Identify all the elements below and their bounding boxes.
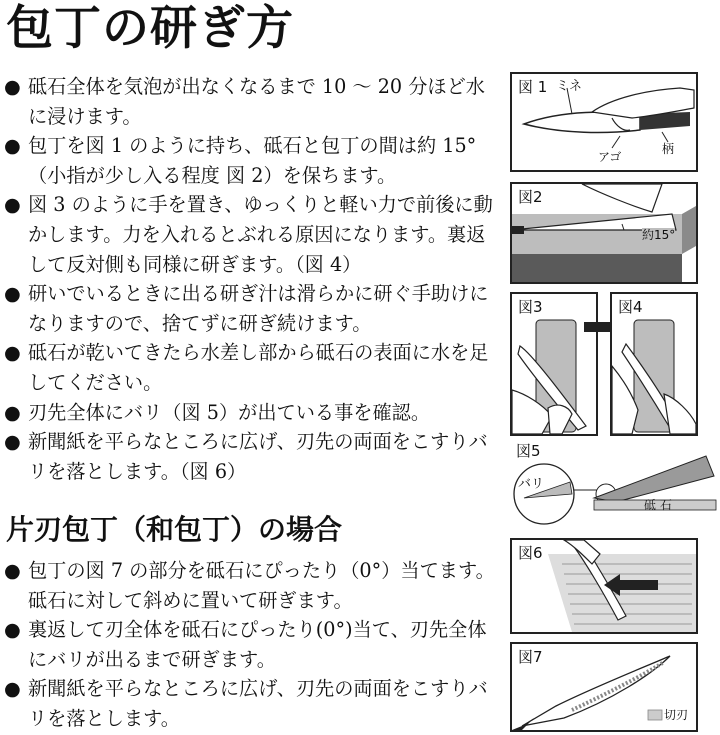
toishi-label: 砥 石 [644, 498, 672, 512]
figure-3 [510, 292, 598, 436]
instruction-item [4, 674, 496, 733]
instruction-text: 図 3 のように手を置き、ゆっくりと軽い力で前後に動かします。力を入れるとぶれる原因になります。裏返して反対側も同様に研ぎます。（図 4） [28, 193, 493, 276]
instruction-text: 刃先全体にバリ（図 5）が出ている事を確認。 [28, 400, 431, 424]
bullet-icon: ● [4, 677, 21, 701]
bari-label: バリ [518, 477, 545, 492]
instruction-item [4, 131, 496, 190]
instruction-text: 新聞紙を平らなところに広げ、刃先の両面をこすりバリを落とします。 [28, 677, 488, 730]
bullet-icon: ● [4, 618, 21, 642]
figure-6-label: 図6 [518, 544, 543, 562]
page-title: 包丁の研ぎ方 [6, 1, 294, 56]
instructions-list [4, 72, 496, 486]
section-title-single-edge: 片刃包丁（和包丁）の場合 [6, 513, 343, 546]
instruction-item [4, 427, 496, 486]
figure-5-label: 図5 [516, 442, 541, 460]
instruction-item [4, 190, 496, 279]
figure-2 [510, 182, 698, 284]
figure-4-label: 図4 [618, 298, 643, 316]
figure-2-label: 図2 [518, 188, 543, 206]
figure-4 [610, 292, 698, 436]
instruction-text: 裏返して刃全体を砥石にぴったり(0°)当て、刃先全体にバリが出るまで研ぎます。 [28, 618, 487, 671]
instruction-item [4, 279, 496, 338]
instruction-text: 砥石が乾いてきたら水差し部から砥石の表面に水を足してください。 [28, 341, 489, 394]
instruction-item [4, 556, 496, 615]
figure-1 [510, 72, 698, 172]
bullet-icon: ● [4, 193, 21, 217]
ago-label: アゴ [598, 150, 622, 164]
bullet-icon: ● [4, 341, 21, 365]
instruction-item [4, 615, 496, 674]
instruction-text: 包丁を図 1 のように持ち、砥石と包丁の間は約 15°（小指が少し入る程度 図 2）を保ちます。 [28, 134, 477, 187]
bullet-icon: ● [4, 282, 21, 306]
tsuka-label: 柄 [662, 142, 675, 156]
instruction-item [4, 72, 496, 131]
figure-3-label: 図3 [518, 298, 543, 316]
bullet-icon: ● [4, 400, 21, 424]
figure-5 [510, 442, 720, 526]
instruction-text: 新聞紙を平らなところに広げ、刃先の両面をこすりバリを落とします。（図 6） [28, 430, 488, 483]
instruction-text: 砥石全体を気泡が出なくなるまで 10 ～ 20 分ほど水に浸けます。 [28, 75, 485, 128]
instruction-item [4, 338, 496, 397]
instruction-text: 包丁の図 7 の部分を砥石にぴったり（0°）当てます。砥石に対して斜めに置いて研ぎます。 [28, 559, 495, 612]
figure-7-label: 図7 [518, 648, 543, 666]
figure-7 [510, 642, 698, 732]
instruction-item [4, 398, 496, 428]
bullet-icon: ● [4, 559, 21, 582]
single-edge-instructions-list [4, 556, 496, 734]
instruction-text: 研いでいるときに出る研ぎ汁は滑らかに研ぐ手助けになりますので、捨てずに研ぎ続けます。 [28, 282, 489, 335]
figure-6 [510, 538, 698, 634]
bullet-icon: ● [4, 75, 21, 98]
bullet-icon: ● [4, 430, 21, 454]
angle-label: 約15° [642, 228, 676, 242]
figure-1-label: 図 1 [518, 78, 548, 96]
bullet-icon: ● [4, 134, 21, 158]
kiriha-label: 切刃 [664, 708, 689, 722]
mine-label: ミネ [556, 79, 583, 94]
